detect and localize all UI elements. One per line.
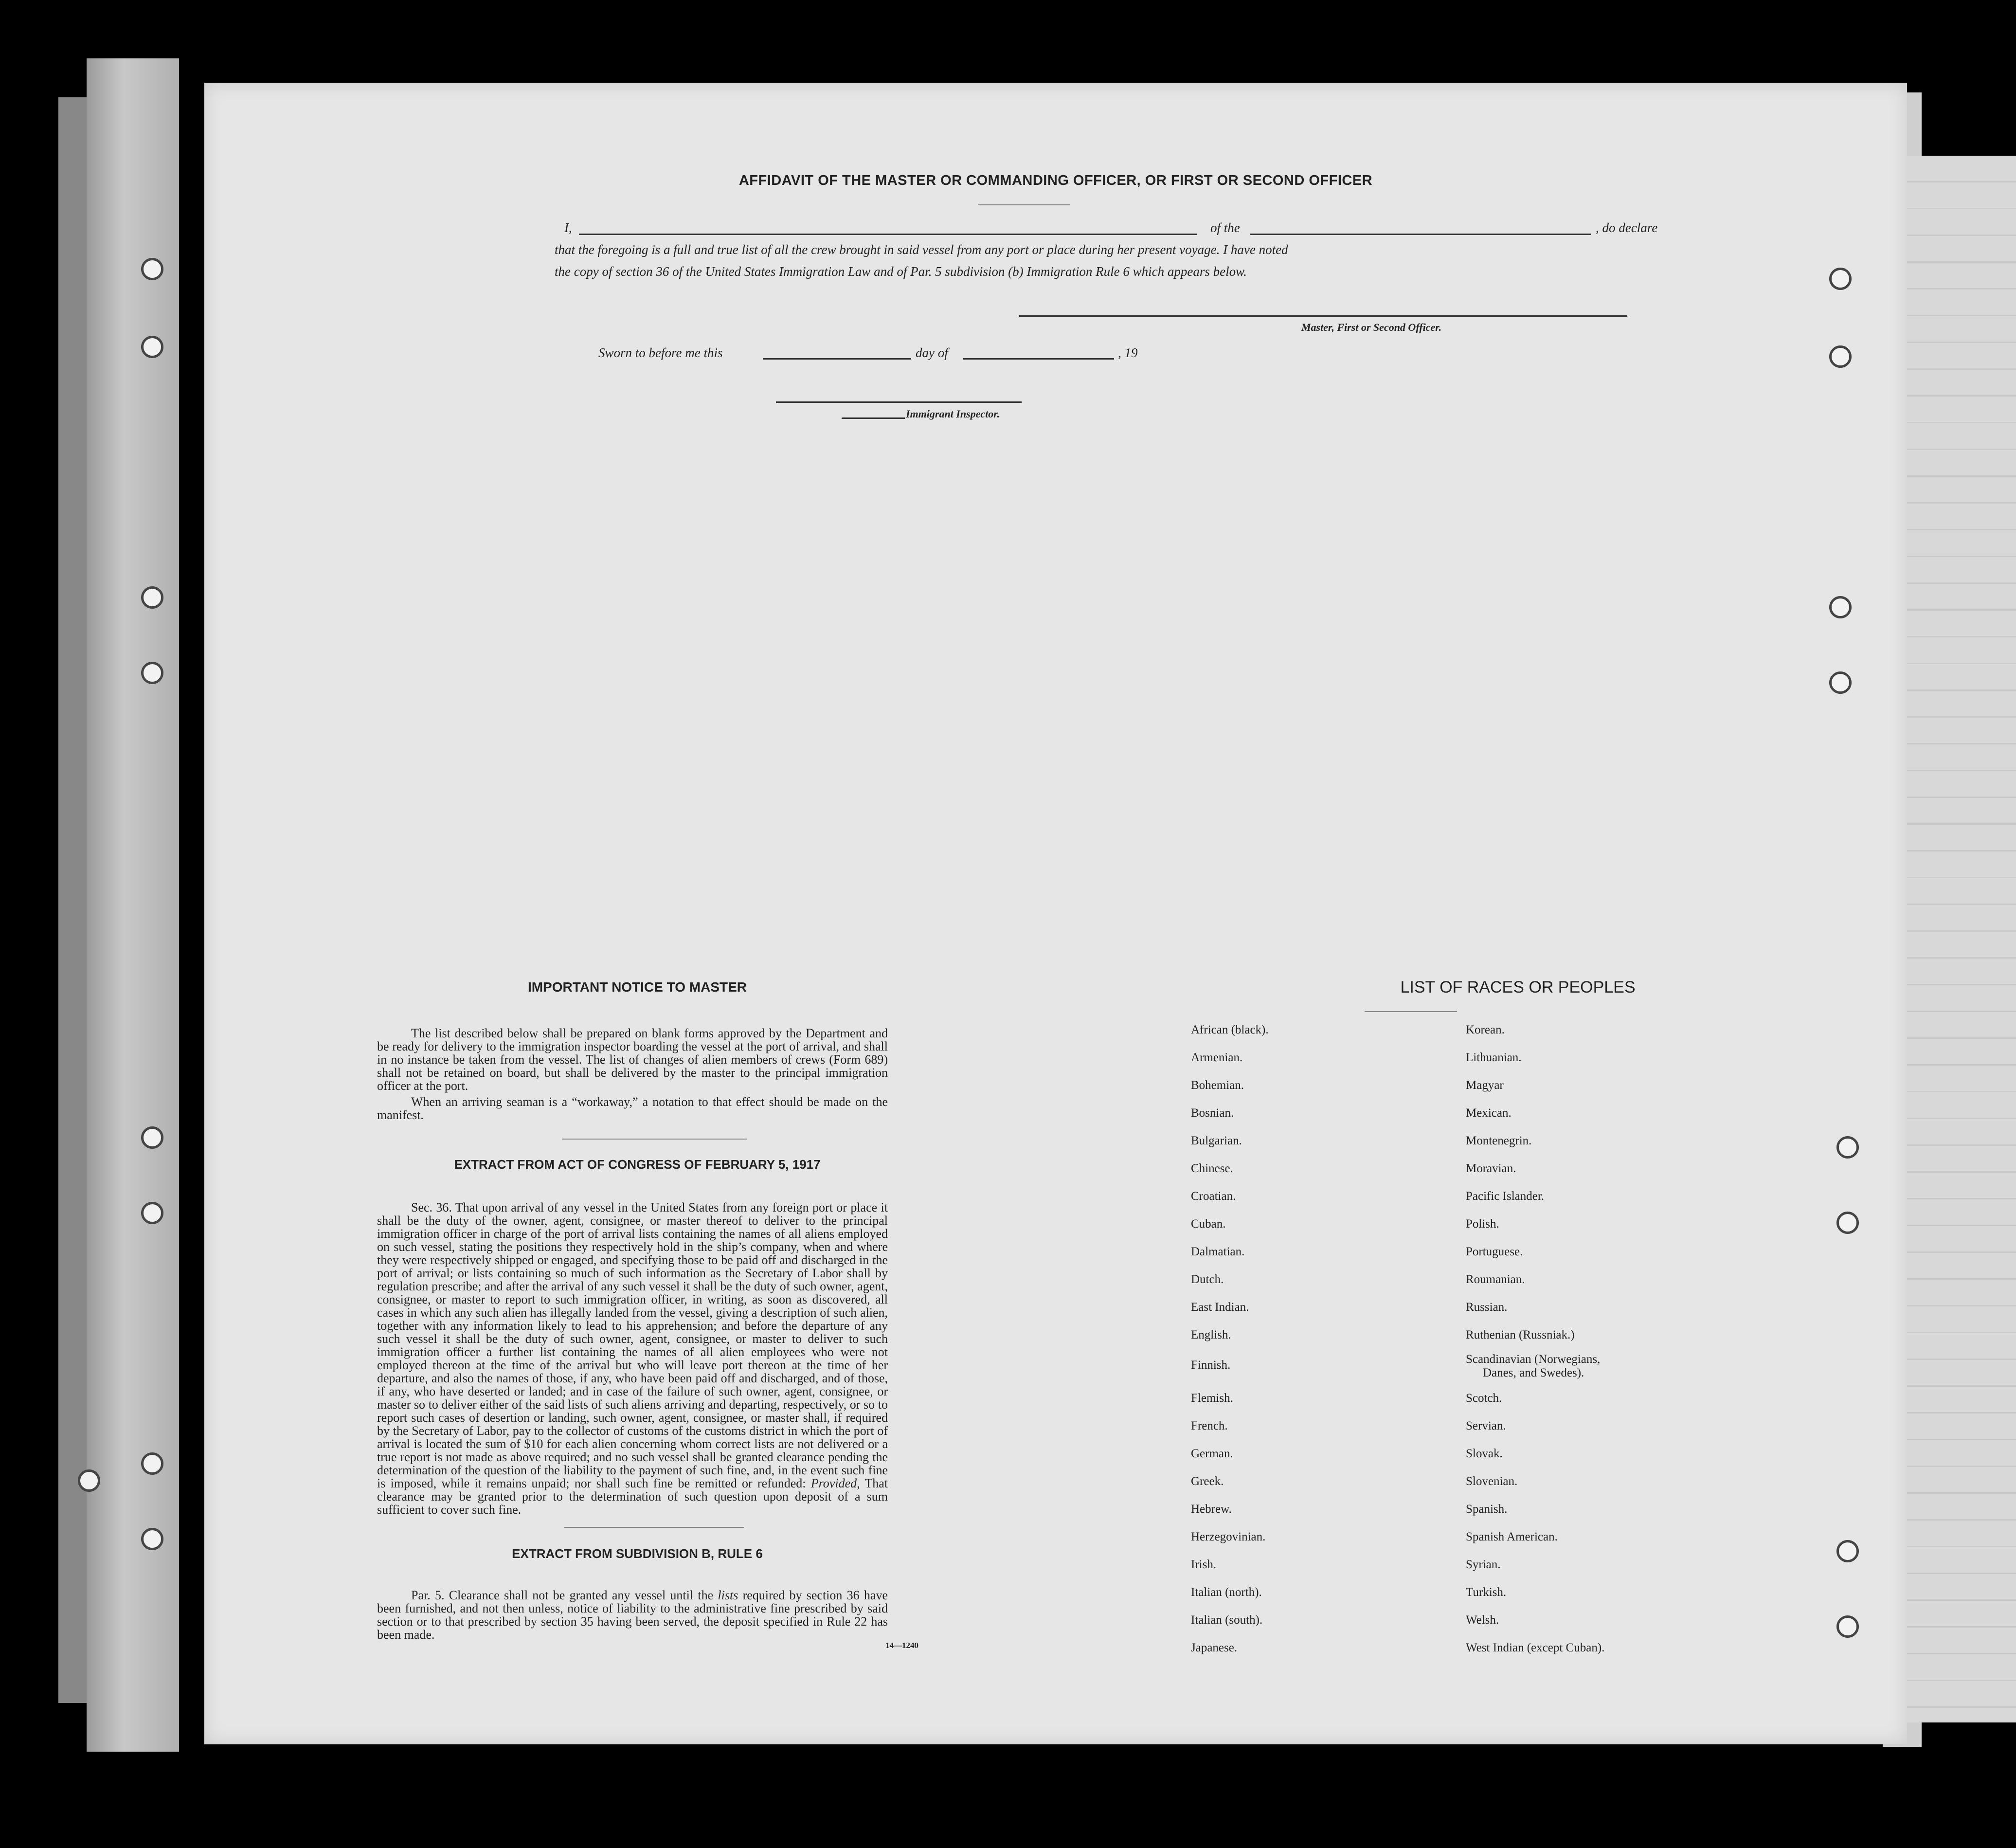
race-left-item: Italian (north). [1191,1586,1262,1599]
race-right-item: Korean. [1466,1023,1505,1036]
notice-para2: When an arriving seaman is a “workaway,” a notation to that effect should be made on the manifest. [377,1095,888,1122]
extract-rule-title: EXTRACT FROM SUBDIVISION B, RULE 6 [512,1546,763,1561]
notice-para1: The list described below shall be prepared on blank forms approved by the Department and be ready for delivery to the immigration inspector boarding the vessel at the port of arrival, and shall in no instance be taken from the vessel. The list of changes of alien members of crews (Form 689) shall not be retained on board, but shall be delivered by the master to the principal immigration officer at the port. [377,1026,888,1093]
race-right-item: Syrian. [1466,1558,1501,1571]
affidavit-of-the: of the [1210,220,1240,235]
race-right-item: Magyar [1466,1079,1504,1092]
inspector-blank-line [842,417,905,419]
day-of-text: day of [916,345,948,360]
punch-hole-icon [1829,671,1852,694]
race-left-item: Dalmatian. [1191,1245,1245,1258]
extract-act-title: EXTRACT FROM ACT OF CONGRESS OF FEBRUARY 5, 1917 [454,1157,821,1172]
race-left-item: Bulgarian. [1191,1134,1242,1147]
section-lead: Sec. 36. [411,1200,452,1214]
race-left-item: Italian (south). [1191,1613,1263,1627]
name-blank-line [579,234,1197,235]
race-right-item: Montenegrin. [1466,1134,1532,1147]
rule-text-pre: Par. 5. Clearance shall not be granted any vessel until the [411,1588,714,1602]
race-left-item: German. [1191,1447,1233,1460]
race-left-item: Chinese. [1191,1162,1233,1175]
race-left-item: Bosnian. [1191,1106,1234,1120]
affidavit-title: AFFIDAVIT OF THE MASTER OR COMMANDING OFFICER, OR FIRST OR SECOND OFFICER [738,173,1373,188]
race-right-item: Pacific Islander. [1466,1190,1545,1203]
punch-hole-icon [141,1528,163,1550]
notice-body [377,1027,888,1122]
inspector-caption: Immigrant Inspector. [906,408,1000,420]
rule-text-post: required by section 36 have been furnished, and not then unless, notice of liability to the administrative fine prescribed by said section or to that prescribed by section 35 having been served, the deposit specified in Rule 22 has been made. [377,1588,888,1642]
divider [562,1139,747,1140]
race-left-item: Cuban. [1191,1217,1226,1231]
punch-hole-icon [1836,1540,1859,1562]
race-left-item: Japanese. [1191,1641,1238,1654]
race-left-item: Armenian. [1191,1051,1243,1064]
race-right-item: Russian. [1466,1301,1508,1314]
punch-hole-icon [141,336,163,358]
races-title: LIST OF RACES OR PEOPLES [1400,978,1636,996]
notice-title: IMPORTANT NOTICE TO MASTER [527,979,747,995]
race-right-item: Spanish American. [1466,1530,1558,1543]
race-right-item: Slovenian. [1466,1475,1518,1488]
race-right-item: Slovak. [1466,1447,1503,1460]
signature-line [1019,315,1627,317]
rule-text-lists: lists [718,1588,738,1602]
punch-hole-icon [141,258,163,280]
form-number: 14—1240 [885,1641,918,1650]
race-left-item: Finnish. [1191,1359,1231,1372]
punch-hole-icon [141,586,163,609]
race-left-item: French. [1191,1419,1228,1432]
race-left-item: Dutch. [1191,1273,1224,1286]
provided-word: Provided, [810,1476,860,1490]
punch-hole-icon [1829,268,1852,290]
race-right-item: Ruthenian (Russniak.) [1466,1328,1575,1341]
race-right-item: Welsh. [1466,1613,1499,1627]
race-right-item: Mexican. [1466,1106,1512,1120]
race-left-item: African (black). [1191,1023,1269,1036]
punch-hole-icon [141,1452,163,1475]
sworn-day-blank [763,358,911,360]
race-right-item: Polish. [1466,1217,1499,1231]
scan-edge-left [87,58,179,1752]
affidavit-line2: that the foregoing is a full and true list of all the crew brought in said vessel from any port or place during her present voyage. I have noted [555,242,1288,257]
punch-hole-icon [1836,1136,1859,1159]
divider [1365,1011,1457,1012]
punch-hole-icon [1829,596,1852,618]
punch-hole-icon [1836,1615,1859,1638]
race-right-item: Roumanian. [1466,1273,1525,1286]
inspector-signature-line [776,401,1022,403]
punch-hole-icon [141,662,163,684]
sworn-month-blank [963,358,1114,360]
extract-act-body [377,1201,888,1516]
race-right-item: Portuguese. [1466,1245,1523,1258]
affidavit-i: I, [564,220,572,235]
race-right-item-cont: Danes, and Swedes). [1483,1366,1584,1379]
race-right-item: Moravian. [1466,1162,1516,1175]
section-text: That upon arrival of any vessel in the United States from any foreign port or place it shall be the duty of the owner, agent, consignee, or master thereof to deliver to the principal immigration officer in charge of the port of arrival lists containing the names of all aliens employed on such vessel, stating the positions they respectively hold in the ship’s company, when and where they were respectively shipped or engaged, and specifying those to be paid off and discharged in the port of arrival; or lists containing so much of such information as the Secretary of Labor shall by regulation prescribe; and after the arrival of any such vessel it shall be the duty of such owner, agent, consignee, or master to report to such immigration officer, in writing, as soon as discovered, all cases in which any such alien has illegally landed from the vessel, giving a description of such alien, together with any information likely to lead to his apprehension; and before the departure of any such vessel it shall be the duty of such owner, agent, consignee, or master to deliver to such immigration officer a further list containing the names of all alien employees who were not employed thereon at the time of the arrival but who will leave port thereon at the time of her departure, and also the names of those, if any, who have been paid off and discharged, and of those, if any, who have deserted or landed; and in case of the failure of such owner, agent, consignee, or master so to deliver either of the said lists of such aliens arriving and departing, respectively, or so to report such cases of desertion or landing, such owner, agent, consignee, or master shall, if required by the Secretary of Labor, pay to the collector of customs of the customs district in which the port of arrival is located the sum of $10 for each alien concerning whom correct lists are not delivered or a true report is not made as above required; and no such vessel shall be granted clearance pending the determination of the question of the liability to the payment of such fine, and, in the event such fine is imposed, while it remains unpaid; nor shall such fine be remitted or refunded: [377,1200,888,1490]
race-left-item: Irish. [1191,1558,1217,1571]
race-left-item: Herzegovinian. [1191,1530,1266,1543]
punch-hole-icon [1836,1212,1859,1234]
race-left-item: Hebrew. [1191,1503,1232,1516]
race-left-item: East Indian. [1191,1301,1249,1314]
extract-rule-body [377,1589,888,1641]
punch-hole-icon [141,1202,163,1224]
race-right-item: Turkish. [1466,1586,1507,1599]
race-right-item: Servian. [1466,1419,1506,1432]
sworn-text: Sworn to before me this [598,345,723,360]
race-left-item: Greek. [1191,1475,1224,1488]
section-tail: That clearance may be granted prior to the determination of such question upon deposit of a sum sufficient to cover such fine. [377,1476,888,1517]
race-left-item: Bohemian. [1191,1079,1244,1092]
race-right-item: Spanish. [1466,1503,1508,1516]
affidavit-declare: , do declare [1596,220,1658,235]
year-text: , 19 [1118,345,1138,360]
race-left-item: Flemish. [1191,1392,1233,1405]
punch-hole-icon [141,1126,163,1149]
punch-hole-icon [1829,345,1852,368]
race-right-item: Scandinavian (Norwegians, [1466,1353,1601,1366]
manifest-page [204,83,1907,1744]
signature-caption: Master, First or Second Officer. [1301,321,1442,333]
race-left-item: English. [1191,1328,1231,1341]
race-right-item: Scotch. [1466,1392,1502,1405]
divider [564,1527,744,1528]
punch-hole-icon [78,1469,100,1492]
affidavit-line3: the copy of section 36 of the United States Immigration Law and of Par. 5 subdivision (b) Immigration Rule 6 which appears below. [555,264,1247,279]
race-right-item: West Indian (except Cuban). [1466,1641,1605,1654]
vessel-blank-line [1250,234,1591,235]
divider [978,204,1070,205]
race-right-item: Lithuanian. [1466,1051,1522,1064]
race-left-item: Croatian. [1191,1190,1236,1203]
